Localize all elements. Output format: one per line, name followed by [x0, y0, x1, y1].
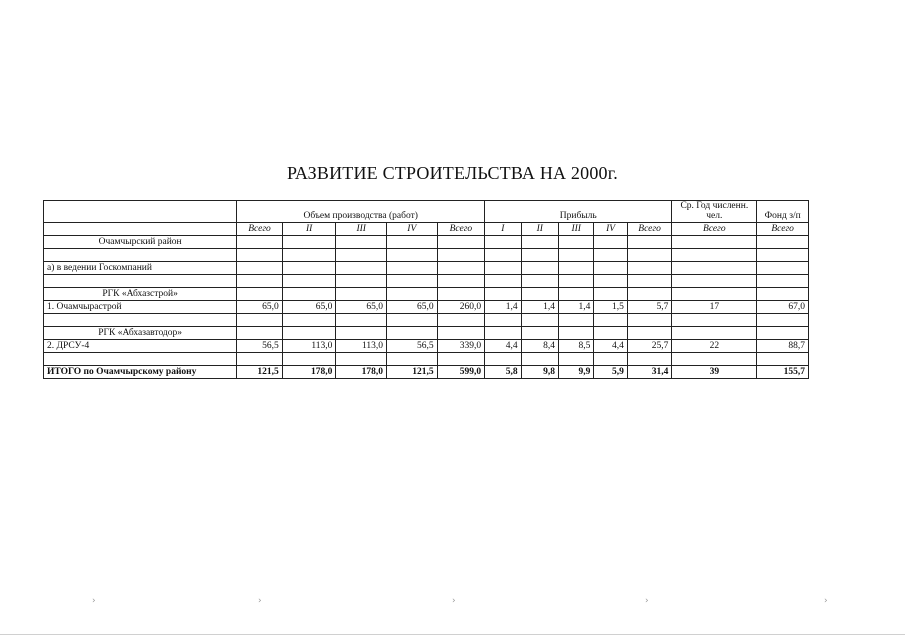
- header-name-cell: [44, 201, 237, 223]
- header-volume: Объем производства (работ): [237, 201, 485, 223]
- table-row: 1. Очамчырастрой 65,0 65,0 65,0 65,0 260,0 1,4 1,4 1,4 1,5 5,7 17 67,0: [44, 300, 809, 313]
- table-row: [44, 261, 809, 274]
- total-label: ИТОГО по Очамчырскому району: [44, 365, 237, 378]
- gov-label: а) в ведении Госкомпаний: [44, 261, 237, 274]
- header-avg-staff: Ср. Год численн. чел.: [672, 201, 757, 223]
- total-row: ИТОГО по Очамчырскому району 121,5 178,0 178,0 121,5 599,0 5,8 9,8 9,9 5,9 31,4 39 155,7: [44, 365, 809, 378]
- sub-header: IV: [594, 222, 627, 235]
- table-row: 2. ДРСУ-4 56,5 113,0 113,0 56,5 339,0 4,4 8,4 8,5 4,4 25,7 22 88,7: [44, 339, 809, 352]
- header-profit: Прибыль: [485, 201, 672, 223]
- sub-header: II: [282, 222, 336, 235]
- sub-header: Всего: [437, 222, 485, 235]
- table-row: [44, 235, 809, 248]
- sub-header: Всего: [672, 222, 757, 235]
- table-row: [44, 274, 809, 287]
- header-wage-fund: Фонд з/п: [757, 201, 809, 223]
- sub-header: IV: [387, 222, 438, 235]
- scan-mark: ›: [645, 596, 649, 606]
- row-name: 2. ДРСУ-4: [44, 339, 237, 352]
- table-row: [44, 287, 809, 300]
- table-row: [44, 313, 809, 326]
- construction-table: [43, 200, 809, 379]
- table-row: [44, 326, 809, 339]
- company-label: РГК «Абхазстрой»: [44, 287, 237, 300]
- sub-header: Всего: [757, 222, 809, 235]
- sub-header: Всего: [237, 222, 283, 235]
- header-row-sub: [44, 222, 809, 235]
- sub-header: III: [336, 222, 387, 235]
- company-label: РГК «Абхазавтодор»: [44, 326, 237, 339]
- table-row: [44, 248, 809, 261]
- sub-header: III: [559, 222, 594, 235]
- page-title: РАЗВИТИЕ СТРОИТЕЛЬСТВА НА 2000г.: [287, 163, 618, 183]
- scan-mark: ›: [92, 596, 96, 606]
- header-row-groups: [44, 201, 809, 223]
- district-label: Очамчырский район: [44, 235, 237, 248]
- sub-header: II: [521, 222, 558, 235]
- table-row: [44, 352, 809, 365]
- scan-edge-line: [0, 634, 905, 635]
- sub-header: Всего: [627, 222, 672, 235]
- scan-mark: ›: [824, 596, 828, 606]
- scan-mark: ›: [258, 596, 262, 606]
- scan-mark: ›: [452, 596, 456, 606]
- row-name: 1. Очамчырастрой: [44, 300, 237, 313]
- sub-header: I: [485, 222, 521, 235]
